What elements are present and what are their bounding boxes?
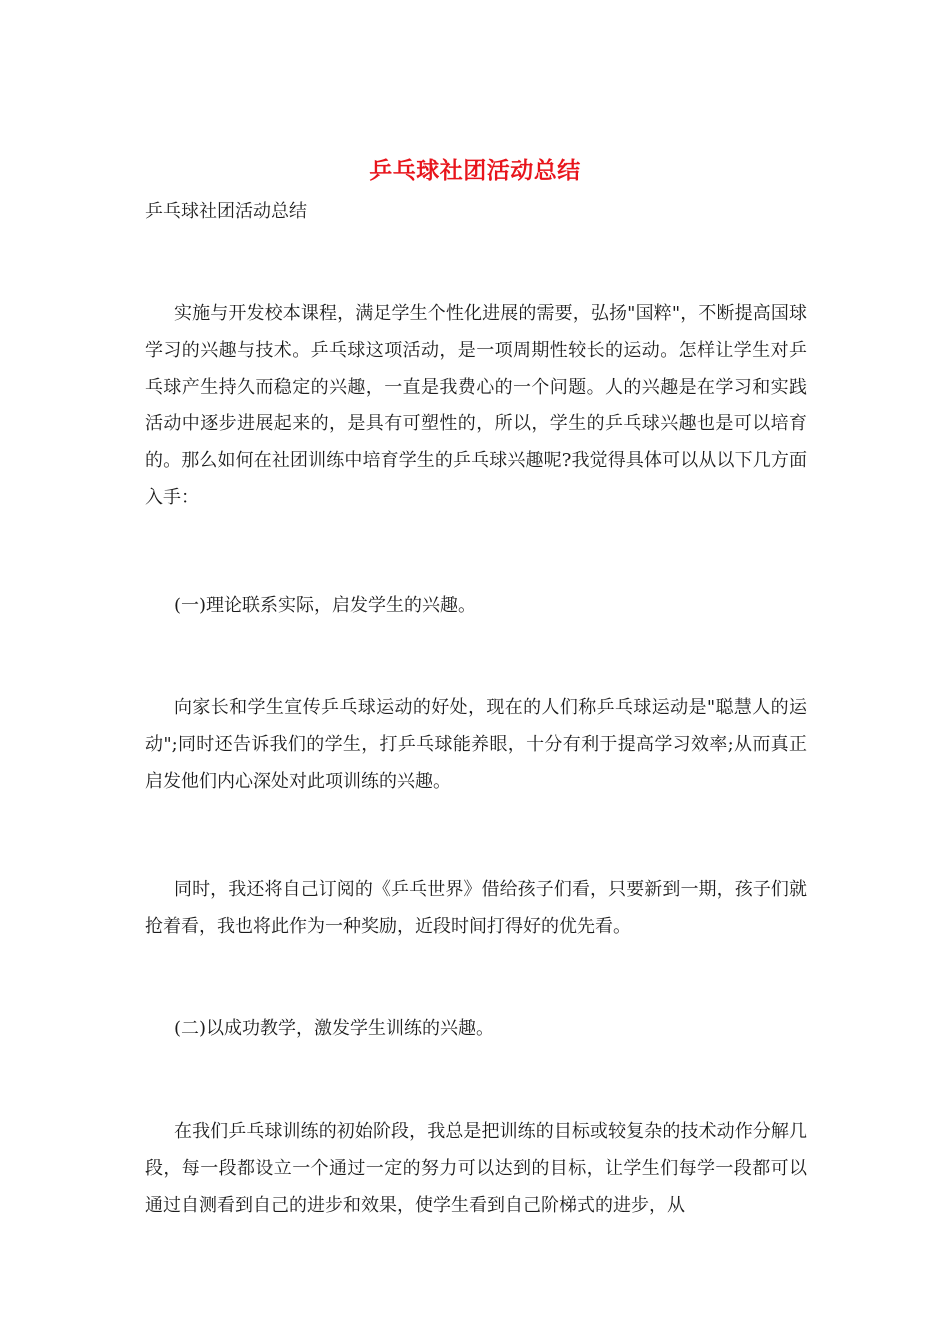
document-subtitle: 乒乓球社团活动总结 [145, 201, 307, 222]
paragraph-intro: 实施与开发校本课程，满足学生个性化进展的需要，弘扬"国粹"，不断提高国球学习的兴趣与技术。乒乓球这项活动，是一项周期性较长的运动。怎样让学生对乒乓球产生持久而稳定的兴趣，一直是我费心的一个问题。人的兴趣是在学习和实践活动中逐步进展起来的，是具有可塑性的，所以，学生的乒乓球兴趣也是可以培育的。那么如何在社团训练中培育学生的乒乓球兴趣呢?我觉得具体可以从以下几方面入手： [145, 303, 807, 508]
section-heading-2: (二)以成功教学，激发学生训练的兴趣。 [174, 1018, 495, 1039]
paragraph-training: 在我们乒乓球训练的初始阶段，我总是把训练的目标或较复杂的技术动作分解几段，每一段都设立一个通过一定的努力可以达到的目标，让学生们每学一段都可以通过自测看到自己的进步和效果，使学生看到自己阶梯式的进步，从 [145, 1121, 807, 1216]
paragraph-magazine: 同时，我还将自己订阅的《乒乓世界》借给孩子们看，只要新到一期，孩子们就抢着看，我也将此作为一种奖励，近段时间打得好的优先看。 [145, 879, 807, 937]
document-title: 乒乓球社团活动总结 [369, 158, 581, 184]
section-heading-1: (一)理论联系实际，启发学生的兴趣。 [174, 595, 477, 616]
paragraph-promotion: 向家长和学生宣传乒乓球运动的好处，现在的人们称乒乓球运动是"聪慧人的运动";同时还告诉我们的学生，打乒乓球能养眼，十分有利于提高学习效率;从而真正启发他们内心深处对此项训练的兴趣。 [145, 697, 807, 792]
